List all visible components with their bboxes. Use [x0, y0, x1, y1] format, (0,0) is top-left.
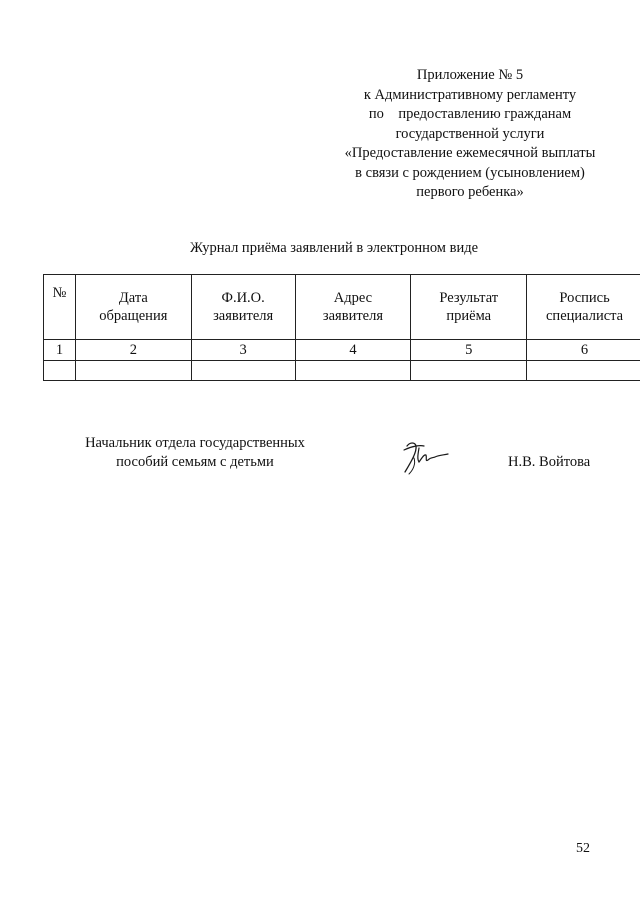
column-header-signature: [527, 275, 640, 340]
table-row: [44, 361, 640, 381]
column-header-line: обращения: [99, 308, 168, 324]
column-header-line: заявителя: [322, 308, 384, 324]
table-cell: 6: [527, 340, 640, 361]
column-header-line: специалиста: [546, 308, 624, 324]
table-cell: 3: [191, 340, 295, 361]
table-cell: [75, 361, 191, 381]
table-cell: 2: [75, 340, 191, 361]
journal-table: [43, 274, 640, 381]
column-header-line: Ф.И.О.: [221, 290, 265, 306]
table-cell: [295, 361, 411, 381]
column-header-line: Результат: [439, 290, 499, 306]
table-cell: [44, 361, 76, 381]
column-header-result: [411, 275, 527, 340]
table-cell: [191, 361, 295, 381]
appendix-line: государственной услуги: [395, 125, 545, 142]
table-cell: [411, 361, 527, 381]
column-header-line: Роспись: [559, 290, 610, 306]
appendix-header: [320, 66, 620, 203]
handwritten-signature: [398, 436, 450, 476]
column-header-line: приёма: [446, 308, 492, 324]
appendix-line: первого ребенка»: [416, 184, 524, 200]
column-header-line: №: [52, 285, 67, 301]
table-cell: 5: [411, 340, 527, 361]
signer-position-line: пособий семьям с детьми: [116, 454, 274, 470]
appendix-line: «Предоставление ежемесячной выплаты: [344, 145, 596, 161]
signer-position: [70, 434, 320, 472]
column-header-line: Адрес: [333, 290, 373, 306]
page-number: 52: [576, 841, 590, 856]
journal-title: Журнал приёма заявлений в электронном виде: [189, 240, 479, 256]
appendix-line: Приложение № 5: [416, 67, 524, 83]
table-cell: [527, 361, 640, 381]
column-header-line: Дата: [118, 290, 148, 306]
column-header-line: заявителя: [213, 308, 274, 324]
table-cell: 4: [295, 340, 411, 361]
column-header-name: [191, 275, 295, 340]
appendix-line: к Административному регламенту: [363, 86, 577, 103]
column-header-date: [75, 275, 191, 340]
table-cell: 1: [44, 340, 76, 361]
table-header-row: [44, 275, 640, 340]
column-header-number: [44, 275, 76, 340]
table-row: [44, 340, 640, 361]
signer-name: Н.В. Войтова: [508, 454, 591, 470]
signer-position-line: Начальник отдела государственных: [85, 435, 305, 451]
appendix-line: по предоставлению гражданам: [368, 106, 572, 122]
column-header-address: [295, 275, 411, 340]
appendix-line: в связи с рождением (усыновлением): [355, 164, 585, 181]
